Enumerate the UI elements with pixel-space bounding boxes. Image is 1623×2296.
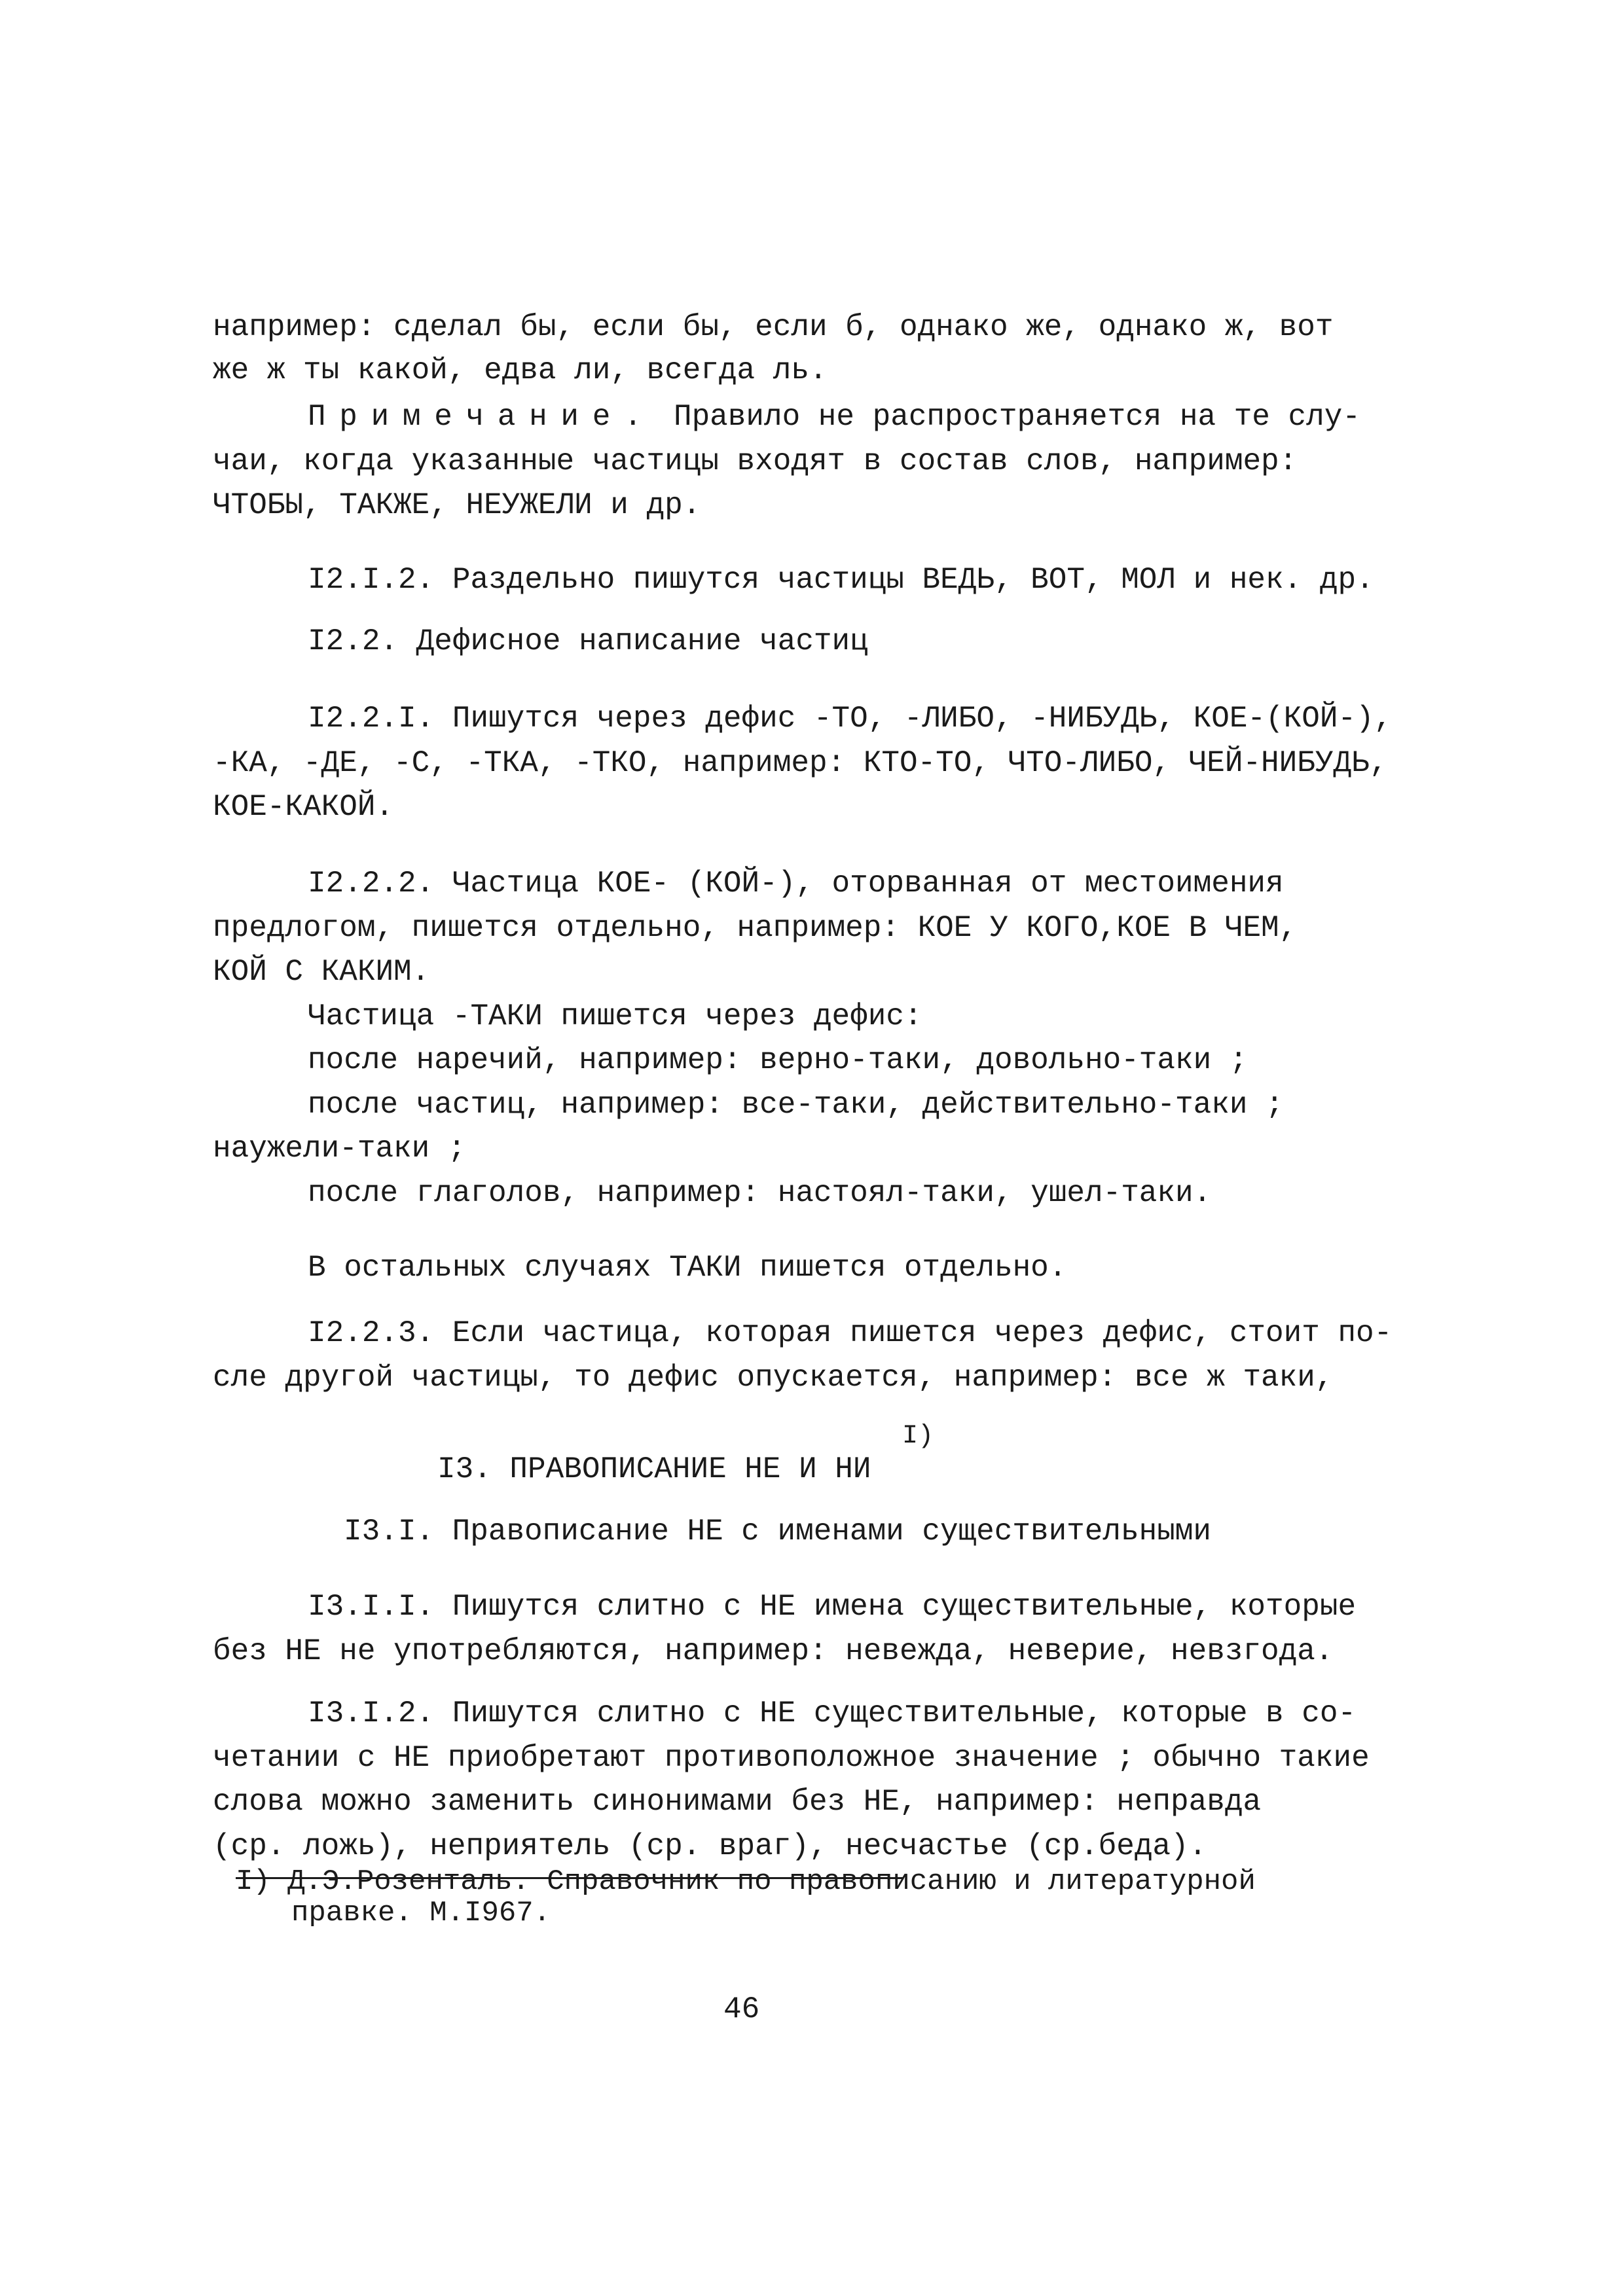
section-heading-13-1: I3.I. Правописание НЕ с именами существительными [344, 1515, 1212, 1549]
text-line: наужели-таки ; [213, 1132, 466, 1166]
note-label: Примечание. [308, 400, 656, 434]
section-13-1-1: I3.I.I. Пишутся слитно с НЕ имена существительные, которые [308, 1590, 1357, 1624]
text-line: Частица -ТАКИ пишется через дефис: [308, 999, 922, 1033]
section-heading-13: I3. ПРАВОПИСАНИЕ НЕ И НИ [437, 1452, 871, 1486]
text-line: например: сделал бы, если бы, если б, однако же, однако ж, вот [213, 310, 1334, 344]
text-line: предлогом, пишется отдельно, например: КОЕ У КОГО,КОЕ В ЧЕМ, [213, 911, 1298, 945]
section-12-2-1: I2.2.I. Пишутся через дефис -ТО, -ЛИБО, -НИБУДЬ, КОЕ-(КОЙ-), [308, 702, 1393, 736]
section-12-1-2: I2.I.2. Раздельно пишутся частицы ВЕДЬ, ВОТ, МОЛ и нек. др. [308, 563, 1374, 597]
text-line: после частиц, например: все-таки, действительно-таки ; [308, 1088, 1284, 1122]
page-number: 46 [723, 1992, 760, 2026]
note-text: Правило не распространяется на те слу- [655, 400, 1360, 434]
text-line: ЧТОБЫ, ТАКЖЕ, НЕУЖЕЛИ и др. [213, 488, 701, 522]
text-line: КОЕ-КАКОЙ. [213, 790, 394, 824]
text-line: же ж ты какой, едва ли, всегда ль. [213, 353, 828, 387]
section-12-2-2: I2.2.2. Частица КОЕ- (КОЙ-), оторванная от местоимения [308, 867, 1284, 901]
note-paragraph [308, 397, 1360, 437]
text-line: после наречий, например: верно-таки, довольно-таки ; [308, 1043, 1248, 1077]
text-line: В остальных случаях ТАКИ пишется отдельно. [308, 1251, 1067, 1285]
text-line: чаи, когда указанные частицы входят в состав слов, например: [213, 444, 1298, 478]
text-line: сле другой частицы, то дефис опускается, например: все ж таки, [213, 1361, 1334, 1395]
text-line: КОЙ С КАКИМ. [213, 955, 430, 989]
text-line: -КА, -ДЕ, -С, -ТКА, -ТКО, например: КТО-ТО, ЧТО-ЛИБО, ЧЕЙ-НИБУДЬ, [213, 746, 1388, 780]
text-line: после глаголов, например: настоял-таки, ушел-таки. [308, 1176, 1212, 1210]
text-line: без НЕ не употребляются, например: невежда, неверие, невзгода. [213, 1634, 1334, 1668]
footnote-marker: I) [902, 1422, 934, 1451]
text-line: (ср. ложь), неприятель (ср. враг), несчастье (ср.беда). [213, 1829, 1207, 1863]
footnote-line: правке. М.I967. [291, 1897, 551, 1929]
section-12-2-3: I2.2.3. Если частица, которая пишется через дефис, стоит по- [308, 1316, 1393, 1350]
text-line: слова можно заменить синонимами без НЕ, например: неправда [213, 1785, 1262, 1819]
footnote-line: I) Д.Э.Розенталь. Справочник по правописанию и литературной [236, 1865, 1256, 1898]
section-heading-12-2: I2.2. Дефисное написание частиц [308, 624, 868, 658]
section-13-1-2: I3.I.2. Пишутся слитно с НЕ существительные, которые в со- [308, 1696, 1357, 1731]
text-line: четании с НЕ приобретают противоположное значение ; обычно такие [213, 1741, 1370, 1775]
